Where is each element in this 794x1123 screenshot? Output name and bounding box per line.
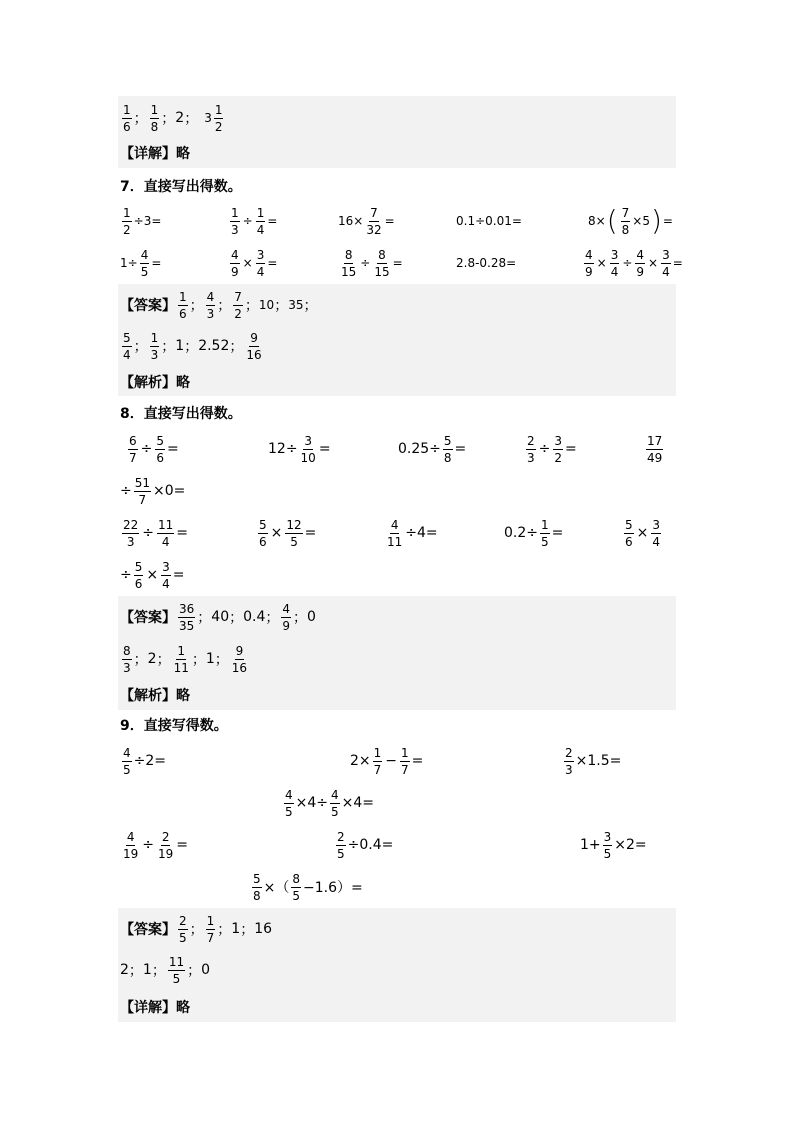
q9-answer-2: 2 ； 1 ； $\frac{11}{5}$ ； 0 xyxy=(120,954,211,986)
q9-expr-2: 2× $\frac{1}{7}$ − $\frac{1}{7}$ = xyxy=(350,745,424,777)
q9-answer-1: 【答案】 $\frac{2}{5}$ ； $\frac{1}{7}$ ； 1 ； 16 xyxy=(120,913,273,945)
fraction: $\frac{4}{3}$ xyxy=(206,289,215,321)
fraction: $\frac{9}{16}$ xyxy=(246,330,262,362)
ans6-values: $\frac{1}{6}$ ； $\frac{1}{8}$ ； 2 ； 3 $\frac{1}{2}$ xyxy=(123,102,223,134)
fraction: $\frac{8}{15}$ xyxy=(374,247,390,279)
q8-expr-10: $\frac{5}{6}$ × $\frac{3}{4}$ xyxy=(625,517,661,549)
fraction: $\frac{3}{4}$ xyxy=(162,559,170,591)
fraction: $\frac{1}{4}$ xyxy=(256,205,265,237)
fraction: $\frac{3}{5}$ xyxy=(603,829,612,861)
q8-analysis: 【解析】 略 xyxy=(120,688,190,704)
fraction: $\frac{12}{5}$ xyxy=(286,517,302,549)
fraction: $\frac{1}{11}$ xyxy=(173,643,189,675)
fraction: $\frac{8}{15}$ xyxy=(341,247,357,279)
q7-title: 7．直接写出得数。 xyxy=(120,179,242,195)
q8-expr-10-cont: ÷ $\frac{5}{6}$ × $\frac{3}{4}$ = xyxy=(120,559,185,591)
fraction: $\frac{2}{3}$ xyxy=(565,745,573,777)
q9-expr-3: $\frac{2}{3}$ ×1.5= xyxy=(565,745,622,777)
q9-detail: 【详解】 略 xyxy=(120,1000,190,1016)
fraction: $\frac{5}{6}$ xyxy=(259,517,267,549)
q8-answer-2: $\frac{8}{3}$ ； 2 ； $\frac{1}{11}$ ； 1 ； $\frac{9}{16}$ xyxy=(123,643,248,675)
fraction: $\frac{1}{5}$ xyxy=(541,517,549,549)
fraction: $\frac{1}{6}$ xyxy=(123,102,131,134)
q9-title: 9．直接写得数。 xyxy=(120,718,228,734)
q7-expr-6: 1÷ $\frac{4}{5}$ = xyxy=(120,247,162,279)
q7-expr-9: 2.8-0.28= xyxy=(456,256,517,270)
fraction: $\frac{5}{4}$ xyxy=(123,330,131,362)
fraction: $\frac{36}{35}$ xyxy=(179,601,195,633)
fraction: $\frac{4}{5}$ xyxy=(123,745,131,777)
fraction: $\frac{1}{7}$ xyxy=(401,745,409,777)
q8-expr-1: $\frac{6}{7}$ ÷ $\frac{5}{6}$ = xyxy=(129,433,179,465)
q8-title: 8．直接写出得数。 xyxy=(120,406,242,422)
fraction: $\frac{2}{5}$ xyxy=(337,829,345,861)
q8-expr-9: 0.2÷ $\frac{1}{5}$ = xyxy=(504,517,564,549)
fraction: $\frac{3}{2}$ xyxy=(554,433,563,465)
q7-expr-1: $\frac{1}{2}$ ÷3= xyxy=(123,205,162,237)
fraction: $\frac{1}{2}$ xyxy=(214,102,223,134)
fraction: $\frac{1}{2}$ xyxy=(123,205,131,237)
q9-expr-1: $\frac{4}{5}$ ÷2= xyxy=(123,745,167,777)
q8-expr-8: $\frac{4}{11}$ ÷4= xyxy=(387,517,438,549)
fraction: $\frac{5}{6}$ xyxy=(625,517,633,549)
q8-expr-5 xyxy=(644,430,665,468)
q7-expr-8: $\frac{8}{15}$ ÷ $\frac{8}{15}$ = xyxy=(341,247,403,279)
parenthesis: ) xyxy=(650,204,662,237)
fraction: $\frac{1}{3}$ xyxy=(150,330,159,362)
fraction: $\frac{1}{6}$ xyxy=(179,289,187,321)
q7-expr-7: $\frac{4}{9}$ × $\frac{3}{4}$ = xyxy=(231,247,278,279)
q8-answer-1: 【答案】 $\frac{36}{35}$ ； 40 ； 0.4 ； $\frac{4}{9}$ ； 0 xyxy=(120,601,316,633)
fraction: $\frac{22}{3}$ xyxy=(123,517,139,549)
fraction: $\frac{4}{11}$ xyxy=(387,517,403,549)
fraction: $\frac{1}{3}$ xyxy=(231,205,239,237)
fraction: $\frac{11}{4}$ xyxy=(158,517,174,549)
q7-analysis: 【解析】 略 xyxy=(120,375,190,391)
q8-expr-2: 12÷ $\frac{3}{10}$ = xyxy=(268,433,331,465)
fraction: $\frac{4}{19}$ xyxy=(123,829,139,861)
fraction: $\frac{17}{49}$ xyxy=(647,433,663,465)
fraction: $\frac{7}{8}$ xyxy=(621,205,630,237)
fraction: $\frac{1}{8}$ xyxy=(150,102,159,134)
fraction: $\frac{51}{7}$ xyxy=(134,475,151,507)
fraction: $\frac{7}{32}$ xyxy=(366,205,382,237)
q7-expr-10: $\frac{4}{9}$ × $\frac{3}{4}$ ÷ $\frac{4}{9}$ × $\frac{3}{4}$ = xyxy=(585,247,683,279)
q9-expr-5: $\frac{4}{19}$ ÷ $\frac{2}{19}$ = xyxy=(123,829,189,861)
fraction: $\frac{3}{4}$ xyxy=(662,247,670,279)
fraction: $\frac{4}{5}$ xyxy=(140,247,149,279)
q7-expr-3: 16× $\frac{7}{32}$ = xyxy=(338,205,395,237)
fraction: $\frac{3}{4}$ xyxy=(610,247,619,279)
fraction: $\frac{9}{16}$ xyxy=(231,643,248,675)
fraction: $\frac{4}{9}$ xyxy=(231,247,239,279)
q8-expr-7: $\frac{5}{6}$ × $\frac{12}{5}$ = xyxy=(259,517,317,549)
fraction: $\frac{11}{5}$ xyxy=(168,954,185,986)
q9-expr-4: $\frac{4}{5}$ ×4÷ $\frac{4}{5}$ ×4= xyxy=(285,787,375,819)
fraction: $\frac{3}{4}$ xyxy=(256,247,265,279)
parenthesis: ( xyxy=(606,204,618,237)
fraction: $\frac{5}{8}$ xyxy=(253,871,261,903)
q9-expr-7: 1+ $\frac{3}{5}$ ×2= xyxy=(580,829,647,861)
fraction: $\frac{8}{3}$ xyxy=(123,643,131,675)
q8-expr-3: 0.25÷ $\frac{5}{8}$ = xyxy=(398,433,467,465)
fraction: $\frac{5}{6}$ xyxy=(156,433,165,465)
fraction: $\frac{3}{4}$ xyxy=(652,517,661,549)
q8-expr-4: $\frac{2}{3}$ ÷ $\frac{3}{2}$ = xyxy=(527,433,577,465)
q7-expr-4: 0.1÷0.01= xyxy=(456,214,522,228)
fraction: $\frac{4}{5}$ xyxy=(331,787,339,819)
fraction: $\frac{7}{2}$ xyxy=(234,289,242,321)
fraction: $\frac{4}{9}$ xyxy=(282,601,291,633)
q8-expr-5-cont: ÷ $\frac{51}{7}$ ×0= xyxy=(120,475,186,507)
fraction: $\frac{4}{9}$ xyxy=(585,247,593,279)
fraction: $\frac{4}{9}$ xyxy=(636,247,645,279)
fraction: $\frac{8}{5}$ xyxy=(292,871,301,903)
fraction: $\frac{2}{3}$ xyxy=(527,433,535,465)
q9-expr-6: $\frac{2}{5}$ ÷0.4= xyxy=(337,829,394,861)
fraction: $\frac{2}{5}$ xyxy=(179,913,187,945)
q9-expr-8: $\frac{5}{8}$ ×（ $\frac{8}{5}$ −1.6）= xyxy=(253,871,363,903)
q7-answer-1: 【答案】 $\frac{1}{6}$ ； $\frac{4}{3}$ ； $\frac{7}{2}$ ； 10 ； 35 ； xyxy=(120,289,318,321)
q8-expr-6: $\frac{22}{3}$ ÷ $\frac{11}{4}$ = xyxy=(123,517,189,549)
fraction: $\frac{3}{10}$ xyxy=(300,433,316,465)
fraction: $\frac{4}{5}$ xyxy=(285,787,293,819)
fraction: $\frac{2}{19}$ xyxy=(158,829,174,861)
fraction: $\frac{1}{7}$ xyxy=(373,745,382,777)
fraction: $\frac{5}{8}$ xyxy=(443,433,452,465)
fraction: $\frac{6}{7}$ xyxy=(129,433,137,465)
q7-expr-2: $\frac{1}{3}$ ÷ $\frac{1}{4}$ = xyxy=(231,205,278,237)
q7-expr-5: 8× ( $\frac{7}{8}$ ×5 ) = xyxy=(588,204,673,237)
fraction: $\frac{1}{7}$ xyxy=(206,913,215,945)
q7-answer-2: $\frac{5}{4}$ ； $\frac{1}{3}$ ； 1 ； 2.52 ； $\frac{9}{16}$ xyxy=(123,330,262,362)
ans6-detail: 【详解】 略 xyxy=(120,146,190,162)
fraction: $\frac{5}{6}$ xyxy=(134,559,143,591)
